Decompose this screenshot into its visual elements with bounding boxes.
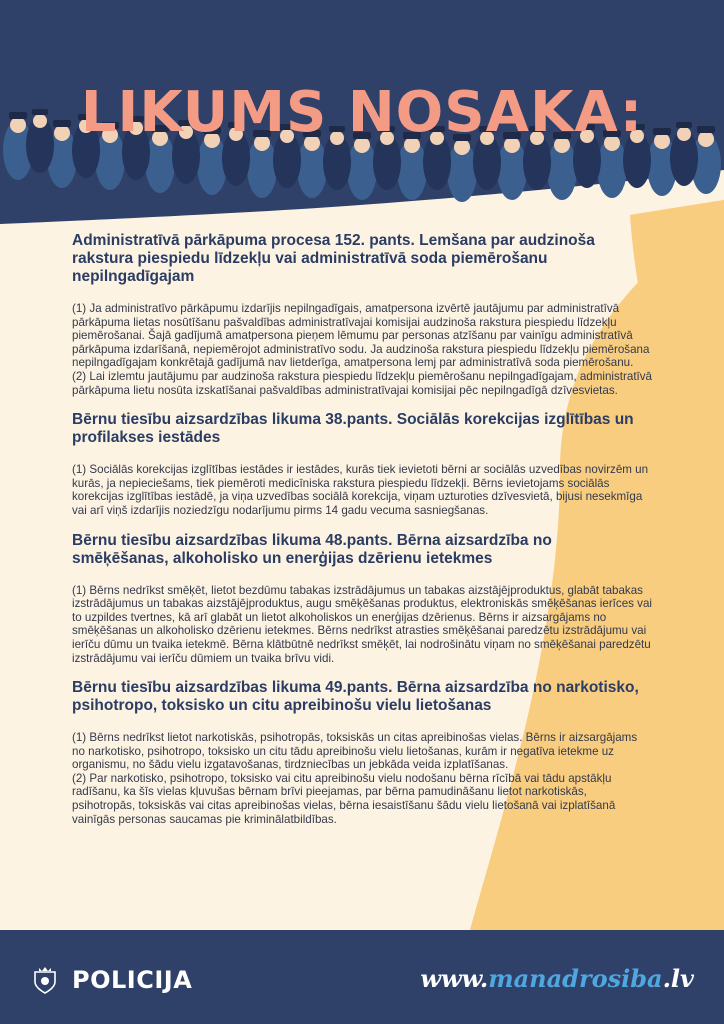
law-section	[72, 532, 652, 666]
content-column	[72, 232, 652, 840]
section-text: (1) Bērns nedrīkst smēķēt, lietot bezdūmu tabakas izstrādājumus un tabakas aizstājējproduktus, glabāt tabakas izstrādājumus un tabakas aizstājējproduktus, augu smēķēšanas produktus, elektroniskās smēķēšanas ierīces vai to uzpildes tvertnes, kā arī glabāt un lietot alkoholiskos un enerģijas dzērienus. Bērns ir aizsargājams no smēķēšanas un alkoholisko dzērienu ietekmes. Bērns nedrīkst atrasties smēķēšanai paredzētu izstrādājumu vai ierīču dūmu un tvaika ietekmē. Bērna klātbūtnē nedrīkst smēķēt, lai nodrošinātu viņam no smēķēšanai paredzētu izstrādājumu vai ierīču dūmiem un tvaika brīvu vidi.	[72, 583, 652, 665]
law-section	[72, 679, 652, 826]
section-heading: Administratīvā pārkāpuma procesa 152. pants. Lemšana par audzinoša rakstura piespiedu līdzekļu vai administratīvā soda piemērošanu nepilngadīgajam	[72, 232, 595, 285]
police-emblem-icon	[33, 966, 57, 994]
section-heading: Bērnu tiesību aizsardzības likuma 49.pants. Bērna aizsardzība no narkotisko, psihotropo, toksisko un citu apreibinošu vielu lietošanas	[72, 679, 639, 715]
law-section	[72, 232, 652, 397]
page-title: LIKUMS NOSAKA:	[80, 80, 644, 145]
section-text: (1) Bērns nedrīkst lietot narkotiskās, psihotropās, toksiskās un citas apreibinošas vielas. Bērns ir aizsargājams no narkotisko, psihotropo, toksisko un citu tādu apreibinošu vielu lietošanas, kurām ir negatīva ietekme uz organismu, no šādu vielu izgatavošanas, tirdzniecības un jebkāda veida izplatīšanas. (2) Par narkotisko, psihotropo, toksisko vai citu apreibinošu vielu nodošanu bērna rīcībā vai tādu apstākļu radīšanu, ka šīs vielas kļuvušas bērnam brīvi pieejamas, par bērna pamudināšanu lietot narkotiskās, psihotropās, toksiskās vai citas apreibinošas vielas, bērna iesaistīšanu šādu vielu lietošanā vai izplatīšanā vainīgās personas saucamas pie kriminālatbildības.	[72, 731, 638, 826]
section-text: (1) Sociālās korekcijas izglītības iestādes ir iestādes, kurās tiek ievietoti bērni ar sociālās uzvedības novirzēm un kurās, ja nepieciešams, tiek piemēroti medicīniska rakstura piespiedu līdzekļi. Bērns ievietojams sociālās korekcijas izglītības iestādē, ja viņa uzvedības sociālā korekcija, viņam uzturoties dzīvesvietā, bijusi nesekmīga vai arī viņš izdarījis noziedzīgu nodarījumu pirms 14 gadu vecuma sasniegšanas.	[72, 463, 649, 517]
url-suffix: .lv	[662, 964, 694, 993]
police-brand: POLICIJA	[72, 966, 193, 994]
url-prefix: www.	[420, 964, 489, 993]
section-text: (1) Ja administratīvo pārkāpumu izdarījis nepilngadīgais, amatpersona izvērtē jautājumu par administratīvā pārkāpuma lietas nosūtīšanu pašvaldības administratīvajai komisijai audzinoša rakstura piespiedu līdzekļu piemērošanai. Šajā gadījumā amatpersona pieņem lēmumu par personas atzīšanu par vainīgu administratīvā pārkāpuma izdarīšanā, nepiemērojot administratīvo sodu. Ja audzinoša rakstura piespiedu līdzekļu piemērošana nepilngadīgajam konkrētajā gadījumā nav lietderīga, amatpersona lemj par administratīvā soda piemērošanu. (2) Lai izlemtu jautājumu par audzinoša rakstura piespiedu līdzekļu piemērošanu nepilngadīgajam, administratīvā pārkāpuma lietu nosūta izskatīšanai pašvaldības administratīvajai komisijai pēc nepilngadīgā dzīvesvietas.	[72, 302, 653, 397]
section-heading: Bērnu tiesību aizsardzības likuma 48.pants. Bērna aizsardzība no smēķēšanas, alkoholisko un enerģijas dzērienu ietekmes	[72, 531, 552, 567]
url-main: manadrosiba	[488, 964, 663, 993]
footer	[0, 930, 724, 1024]
website-link[interactable]	[420, 964, 694, 993]
law-section	[72, 411, 652, 517]
section-heading: Bērnu tiesību aizsardzības likuma 38.pants. Sociālās korekcijas izglītības un profilakses iestādes	[72, 411, 634, 447]
